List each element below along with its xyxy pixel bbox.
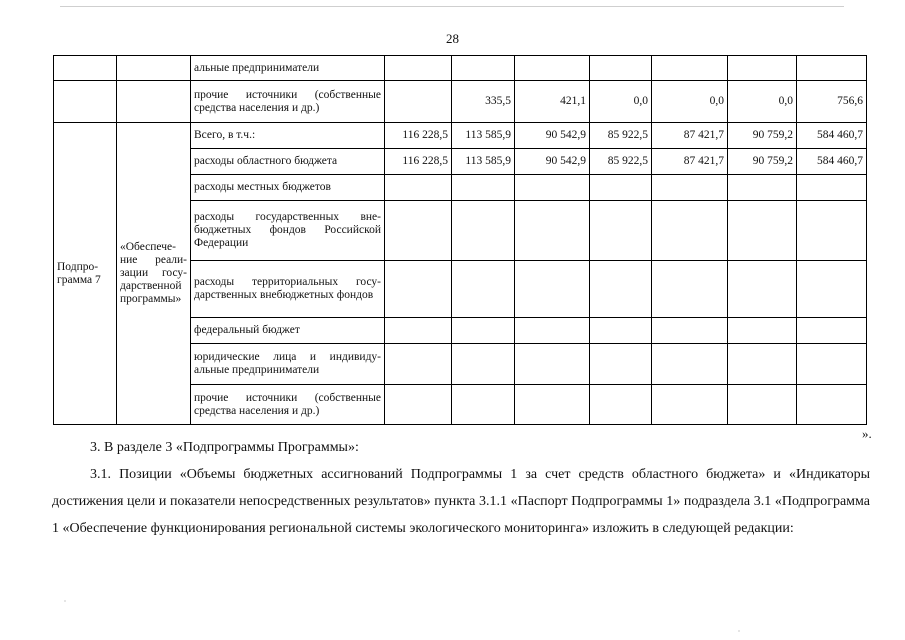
value-cell xyxy=(652,385,728,425)
value-cell xyxy=(797,318,867,344)
value-cell: 87 421,7 xyxy=(652,123,728,149)
table-row xyxy=(54,81,867,123)
value-cell xyxy=(452,201,515,261)
empty-cell xyxy=(117,56,191,81)
value-cell xyxy=(652,344,728,385)
value-cell xyxy=(590,344,652,385)
value-cell: 90 759,2 xyxy=(728,149,797,175)
value-cell xyxy=(652,175,728,201)
value-cell xyxy=(385,344,452,385)
value-cell xyxy=(385,81,452,123)
value-cell xyxy=(797,385,867,425)
source-label: альные предприниматели xyxy=(191,56,385,81)
value-cell xyxy=(515,261,590,318)
value-cell xyxy=(452,56,515,81)
value-cell xyxy=(590,56,652,81)
value-cell xyxy=(515,344,590,385)
value-cell xyxy=(728,344,797,385)
value-cell: 116 228,5 xyxy=(385,123,452,149)
value-cell xyxy=(590,201,652,261)
value-cell xyxy=(728,175,797,201)
value-cell: 85 922,5 xyxy=(590,123,652,149)
value-cell xyxy=(515,318,590,344)
value-cell xyxy=(590,318,652,344)
empty-cell xyxy=(54,81,117,123)
value-cell xyxy=(728,201,797,261)
value-cell: 90 542,9 xyxy=(515,123,590,149)
budget-table xyxy=(53,55,867,425)
value-cell xyxy=(452,261,515,318)
source-label: прочие источники (собственные средства населения и др.) xyxy=(191,385,385,425)
value-cell xyxy=(515,201,590,261)
table-row xyxy=(54,56,867,81)
value-cell xyxy=(385,175,452,201)
scan-speck xyxy=(738,630,740,632)
value-cell: 90 542,9 xyxy=(515,149,590,175)
source-label: Всего, в т.ч.: xyxy=(191,123,385,149)
value-cell: 0,0 xyxy=(728,81,797,123)
value-cell xyxy=(728,318,797,344)
value-cell xyxy=(515,175,590,201)
value-cell xyxy=(385,201,452,261)
value-cell xyxy=(590,175,652,201)
value-cell xyxy=(797,56,867,81)
value-cell: 113 585,9 xyxy=(452,123,515,149)
table-row xyxy=(54,123,867,149)
value-cell xyxy=(452,344,515,385)
closing-quote-mark: ». xyxy=(862,426,872,441)
value-cell: 756,6 xyxy=(797,81,867,123)
source-label: прочие источники (собственные средства населения и др.) xyxy=(191,81,385,123)
value-cell xyxy=(652,201,728,261)
value-cell xyxy=(728,56,797,81)
value-cell: 584 460,7 xyxy=(797,123,867,149)
value-cell xyxy=(652,318,728,344)
value-cell xyxy=(515,385,590,425)
value-cell: 421,1 xyxy=(515,81,590,123)
value-cell xyxy=(590,261,652,318)
value-cell xyxy=(452,385,515,425)
value-cell xyxy=(652,261,728,318)
value-cell: 335,5 xyxy=(452,81,515,123)
value-cell: 113 585,9 xyxy=(452,149,515,175)
value-cell xyxy=(590,385,652,425)
paragraph-3-1: 3.1. Позиции «Объемы бюджетных ассигнований Подпрограммы 1 за счет средств областного бюджета» и «Индикаторы достижения цели и показатели непосредственных результатов» пункта 3.1.1 «Паспорт Подпрограммы 1» подраздела 3.1 «Подпрограмма 1 «Обеспечение функционирования региональной системы экологического мониторинга» изложить в следующей редакции: xyxy=(52,467,870,536)
source-label: расходы государственных вне-бюджетных фондов Российской Федерации xyxy=(191,201,385,261)
value-cell: 584 460,7 xyxy=(797,149,867,175)
value-cell xyxy=(385,318,452,344)
value-cell: 87 421,7 xyxy=(652,149,728,175)
value-cell: 90 759,2 xyxy=(728,123,797,149)
value-cell xyxy=(797,344,867,385)
source-label: расходы территориальных госу-дарственных внебюджетных фондов xyxy=(191,261,385,318)
value-cell xyxy=(385,385,452,425)
value-cell xyxy=(515,56,590,81)
value-cell: 85 922,5 xyxy=(590,149,652,175)
value-cell: 0,0 xyxy=(590,81,652,123)
value-cell xyxy=(797,175,867,201)
value-cell xyxy=(797,261,867,318)
value-cell: 116 228,5 xyxy=(385,149,452,175)
source-label: расходы местных бюджетов xyxy=(191,175,385,201)
value-cell xyxy=(652,56,728,81)
subprogram-title: «Обеспече-ние реали-зации госу-дарственной программы» xyxy=(117,123,191,425)
value-cell xyxy=(728,261,797,318)
source-label: расходы областного бюджета xyxy=(191,149,385,175)
empty-cell xyxy=(54,56,117,81)
value-cell xyxy=(452,175,515,201)
value-cell xyxy=(385,56,452,81)
value-cell xyxy=(797,201,867,261)
empty-cell xyxy=(117,81,191,123)
scan-speck xyxy=(64,600,66,602)
paragraph-section-3: 3. В разделе 3 «Подпрограммы Программы»: xyxy=(90,440,359,455)
page-number: 28 xyxy=(446,31,459,46)
value-cell xyxy=(385,261,452,318)
page-top-rule xyxy=(60,6,844,7)
value-cell: 0,0 xyxy=(652,81,728,123)
value-cell xyxy=(728,385,797,425)
subprogram-name: Подпро-грамма 7 xyxy=(54,123,117,425)
source-label: федеральный бюджет xyxy=(191,318,385,344)
source-label: юридические лица и индивиду-альные предприниматели xyxy=(191,344,385,385)
value-cell xyxy=(452,318,515,344)
